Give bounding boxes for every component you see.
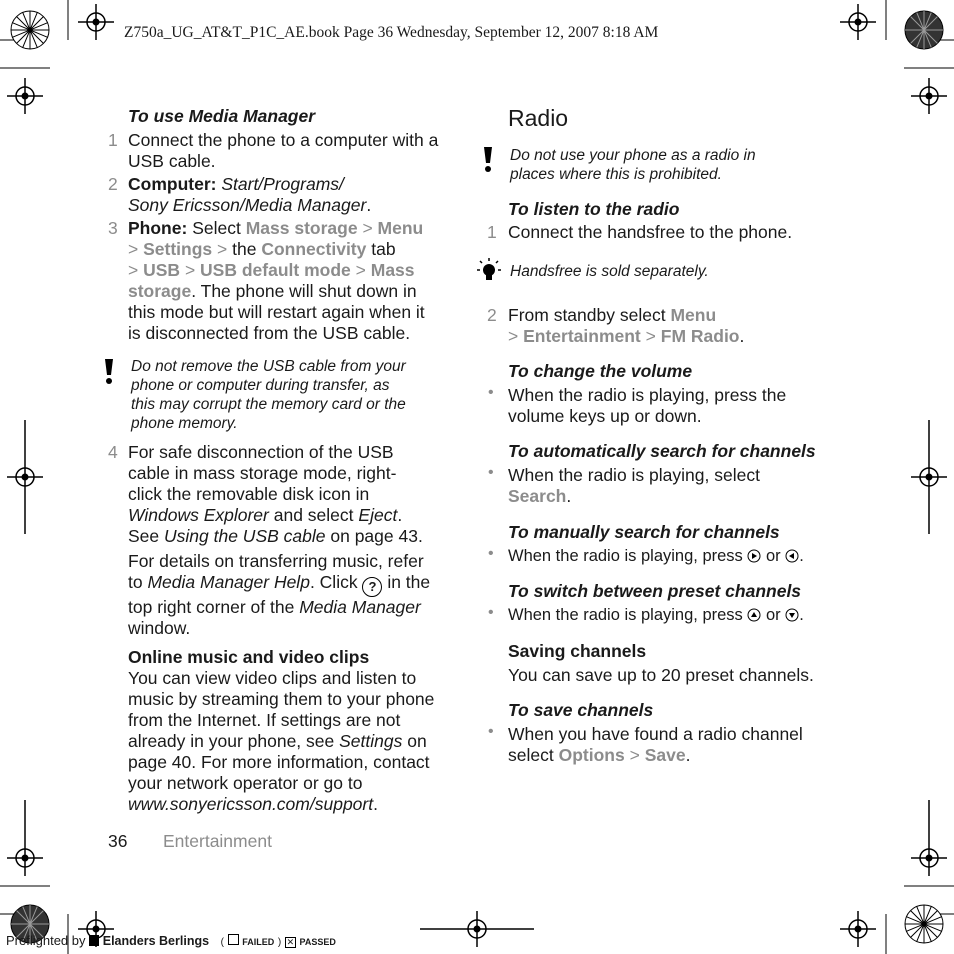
text-in-the: in the — [387, 572, 431, 592]
windows-explorer-ref: Windows Explorer — [128, 505, 269, 525]
note-radio — [510, 146, 840, 184]
switch-line: When the radio is playing, press — [508, 606, 743, 624]
text-and-select: and select — [273, 505, 354, 525]
switch-preset-text: When the radio is playing, press or . — [508, 606, 804, 624]
menu-options: Options — [558, 745, 625, 765]
path-media-manager: Sony Ericsson/Media Manager — [128, 195, 367, 215]
note-line: this may corrupt the memory card or the — [131, 396, 406, 413]
heading-manual-search: To manually search for channels — [508, 522, 780, 542]
preflight-stamp: Preflighted by Elanders Berlings ( FAILED ) ✕ PASSED — [6, 933, 336, 948]
support-url[interactable]: www.sonyericsson.com/support — [128, 794, 374, 814]
step-3-line: this mode but will restart again when it — [128, 302, 425, 322]
menu-search: Search — [508, 486, 567, 506]
step-3-line: . The phone will shut down in — [191, 281, 417, 301]
nav-down-icon — [785, 608, 799, 622]
volume-text — [508, 385, 848, 427]
page-number: 36 — [108, 831, 128, 851]
nav-right-icon — [747, 549, 761, 563]
menu-usb: USB — [143, 260, 181, 280]
menu-save: Save — [644, 745, 686, 765]
note-line: phone memory. — [131, 415, 238, 432]
step-number: 3 — [108, 218, 118, 238]
online-line: page 40. For more information, contact — [128, 752, 430, 772]
step-number: 1 — [108, 130, 118, 150]
note-line: Do not remove the USB cable from your — [131, 358, 406, 375]
step-4-line: cable in mass storage mode, right- — [128, 463, 397, 483]
failed-label: FAILED — [242, 937, 275, 947]
phone-label: Phone: — [128, 218, 188, 238]
heading-saving-channels: Saving channels — [508, 641, 647, 661]
text-to: to — [128, 572, 143, 592]
nav-up-icon — [747, 608, 761, 622]
step-4-line: click the removable disk icon in — [128, 484, 370, 504]
step-3-text: Phone: Select Mass storage > Menu > Settings > the Connectivity tab > USB > USB default mode > Mass storage. The phone will shut down in this mode but will restart again when it is disconnected from the USB cable. — [128, 218, 425, 343]
volume-line: volume keys up or down. — [508, 406, 702, 426]
preflight-label: Preflighted by — [6, 933, 86, 948]
help-key-icon: ? — [362, 577, 382, 597]
bullet: • — [488, 604, 494, 621]
manual-search-text: When the radio is playing, press or . — [508, 547, 804, 565]
text-tab: tab — [371, 239, 396, 259]
step-number: 1 — [487, 222, 497, 242]
radio-step-2: From standby select Menu > Entertainment > FM Radio. — [508, 305, 745, 346]
note-usb-cable — [131, 357, 461, 433]
text-select: Select — [192, 218, 241, 238]
volume-line: When the radio is playing, press the — [508, 385, 787, 405]
print-header: Z750a_UG_AT&T_P1C_AE.book Page 36 Wednesday, September 12, 2007 8:18 AM — [124, 24, 659, 41]
bullet: • — [488, 464, 494, 481]
saving-text: You can save up to 20 preset channels. — [508, 665, 814, 685]
text-on: on — [407, 731, 427, 751]
menu-menu: Menu — [377, 218, 424, 238]
step-1-text: Connect the phone to a computer with a USB cable. — [128, 130, 439, 171]
menu-mass-storage-part: storage — [128, 281, 192, 301]
details-line: top right corner of the — [128, 597, 295, 617]
section-name: Entertainment — [163, 831, 272, 851]
text-or: or — [765, 547, 781, 565]
heading-online-music: Online music and video clips — [128, 647, 370, 667]
step-number: 2 — [487, 305, 497, 325]
checked-box-icon: ✕ — [286, 937, 295, 947]
text-see: See — [128, 526, 160, 546]
note-line: places where this is prohibited. — [510, 166, 722, 183]
passed-label: PASSED — [299, 937, 336, 947]
media-manager-ref: Media Manager — [299, 597, 421, 617]
step-4-text: For safe disconnection of the USB cable in mass storage mode, right- click the removable disk icon in Windows Explorer and select Eject. See Using the USB cable on page 43. — [128, 442, 423, 546]
brand-logo-icon — [89, 935, 99, 946]
auto-line: When the radio is playing, select — [508, 465, 760, 485]
menu-fm-radio: FM Radio — [660, 326, 740, 346]
page-title: Radio — [508, 105, 569, 131]
manual-line: When the radio is playing, press — [508, 547, 743, 565]
heading-listen-radio: To listen to the radio — [508, 199, 680, 219]
heading-switch-preset: To switch between preset channels — [508, 581, 802, 601]
save-channels-text: When you have found a radio channel select Options > Save. — [508, 724, 848, 766]
settings-ref: Settings — [339, 731, 403, 751]
online-line: already in your phone, see — [128, 731, 335, 751]
menu-mass-storage-part: Mass — [370, 260, 415, 280]
nav-left-icon — [785, 549, 799, 563]
bullet: • — [488, 545, 494, 562]
details-line: window. — [128, 618, 191, 638]
step-4-line: For safe disconnection of the USB — [128, 442, 394, 462]
radio-step-1: Connect the handsfree to the phone. — [508, 222, 793, 242]
menu-mass-storage: Mass storage — [245, 218, 358, 238]
checkbox-icon — [228, 934, 239, 945]
eject-ref: Eject — [358, 505, 398, 525]
heading-change-volume: To change the volume — [508, 361, 693, 381]
menu-entertainment: Entertainment — [523, 326, 641, 346]
page-ref: on page 43. — [330, 526, 423, 546]
bullet: • — [488, 384, 494, 401]
note-line: Do not use your phone as a radio in — [510, 147, 756, 164]
menu-menu: Menu — [670, 305, 717, 325]
menu-usb-default-mode: USB default mode — [200, 260, 351, 280]
save-line: When you have found a radio channel — [508, 724, 803, 744]
heading-use-media-manager: To use Media Manager — [128, 106, 316, 126]
using-usb-cable-ref: Using the USB cable — [164, 526, 326, 546]
menu-settings: Settings — [143, 239, 213, 259]
warning-icon — [102, 358, 116, 386]
step-2-line: From standby select — [508, 305, 666, 325]
path-start-programs: Start/Programs/ — [221, 174, 344, 194]
tip-handsfree: Handsfree is sold separately. — [510, 263, 709, 280]
step-3-line: is disconnected from the USB cable. — [128, 323, 411, 343]
online-line: You can view video clips and listen to — [128, 668, 417, 688]
step-number: 2 — [108, 174, 118, 194]
details-line: For details on transferring music, refer — [128, 551, 424, 571]
text-or: or — [765, 606, 781, 624]
step-2-text: Computer: Start/Programs/ Sony Ericsson/Media Manager. — [128, 174, 372, 215]
online-line: your network operator or go to — [128, 773, 363, 793]
note-line: phone or computer during transfer, as — [131, 377, 390, 394]
text-click: . Click — [309, 572, 358, 592]
step-number: 4 — [108, 442, 118, 462]
brand-name: Elanders Berlings — [102, 934, 210, 948]
auto-search-text: When the radio is playing, select Search. — [508, 465, 848, 507]
text-select: select — [508, 745, 554, 765]
online-line: from the Internet. If settings are not — [128, 710, 401, 730]
menu-connectivity: Connectivity — [261, 239, 367, 259]
bullet: • — [488, 723, 494, 740]
heading-save-channels: To save channels — [508, 700, 654, 720]
details-paragraph — [128, 551, 468, 639]
tip-bulb-icon — [476, 258, 502, 286]
warning-icon — [481, 146, 495, 174]
computer-label: Computer: — [128, 174, 217, 194]
text-the: the — [232, 239, 257, 259]
heading-auto-search: To automatically search for channels — [508, 441, 816, 461]
media-manager-help-ref: Media Manager Help — [147, 572, 310, 592]
online-line: music by streaming them to your phone — [128, 689, 435, 709]
online-paragraph: You can view video clips and listen to music by streaming them to your phone from the Internet. If settings are not already in your phone, see Settings on page 40. For more information, contact your network operator or go to www.sonyericsson.com/support. — [128, 668, 468, 815]
